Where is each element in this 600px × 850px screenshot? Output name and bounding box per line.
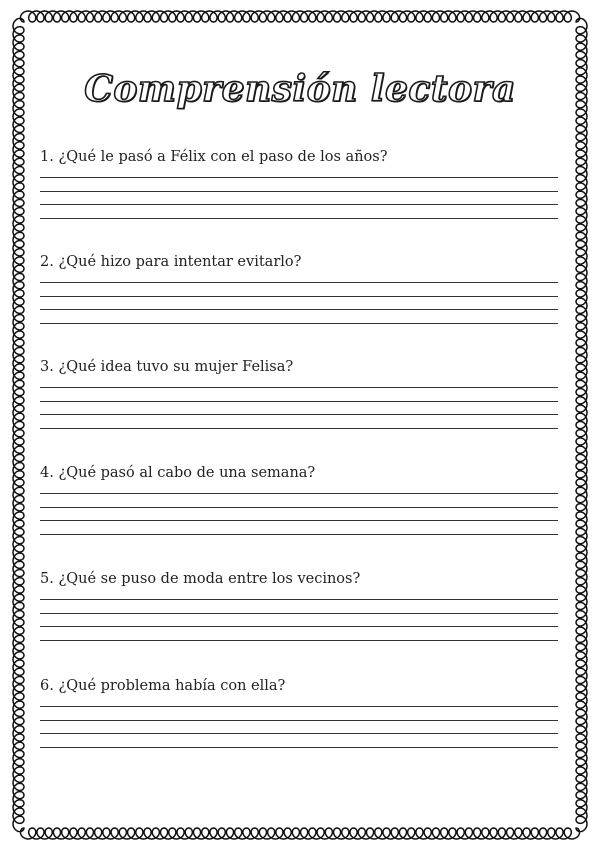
question-text: 2. ¿Qué hizo para intentar evitarlo? — [40, 254, 302, 270]
answer-lines — [40, 493, 560, 535]
question-5 — [40, 569, 560, 653]
answer-line[interactable] — [40, 282, 558, 283]
answer-lines — [40, 599, 560, 641]
answer-line[interactable] — [40, 218, 558, 219]
question-1 — [40, 147, 560, 231]
question-2 — [40, 252, 560, 336]
answer-line[interactable] — [40, 613, 558, 614]
question-text: 3. ¿Qué idea tuvo su mujer Felisa? — [40, 359, 294, 375]
question-4 — [40, 463, 560, 547]
answer-line[interactable] — [40, 733, 558, 734]
answer-line[interactable] — [40, 296, 558, 297]
question-text: 4. ¿Qué pasó al cabo de una semana? — [40, 465, 316, 481]
worksheet-title: Comprensión lectora — [84, 68, 516, 110]
answer-line[interactable] — [40, 520, 558, 521]
answer-line[interactable] — [40, 191, 558, 192]
answer-line[interactable] — [40, 323, 558, 324]
question-3 — [40, 357, 560, 441]
answer-lines — [40, 387, 560, 429]
answer-line[interactable] — [40, 747, 558, 748]
answer-line[interactable] — [40, 640, 558, 641]
answer-line[interactable] — [40, 309, 558, 310]
answer-line[interactable] — [40, 493, 558, 494]
question-text: 5. ¿Qué se puso de moda entre los vecinos? — [40, 571, 361, 587]
answer-line[interactable] — [40, 387, 558, 388]
answer-lines — [40, 282, 560, 324]
answer-line[interactable] — [40, 706, 558, 707]
answer-line[interactable] — [40, 599, 558, 600]
question-6 — [40, 676, 560, 760]
answer-line[interactable] — [40, 414, 558, 415]
answer-line[interactable] — [40, 720, 558, 721]
answer-lines — [40, 706, 560, 748]
question-text: 1. ¿Qué le pasó a Félix con el paso de los años? — [40, 149, 388, 165]
question-text: 6. ¿Qué problema había con ella? — [40, 678, 286, 694]
answer-line[interactable] — [40, 428, 558, 429]
answer-lines — [40, 177, 560, 219]
answer-line[interactable] — [40, 626, 558, 627]
answer-line[interactable] — [40, 401, 558, 402]
answer-line[interactable] — [40, 534, 558, 535]
answer-line[interactable] — [40, 177, 558, 178]
answer-line[interactable] — [40, 204, 558, 205]
answer-line[interactable] — [40, 507, 558, 508]
